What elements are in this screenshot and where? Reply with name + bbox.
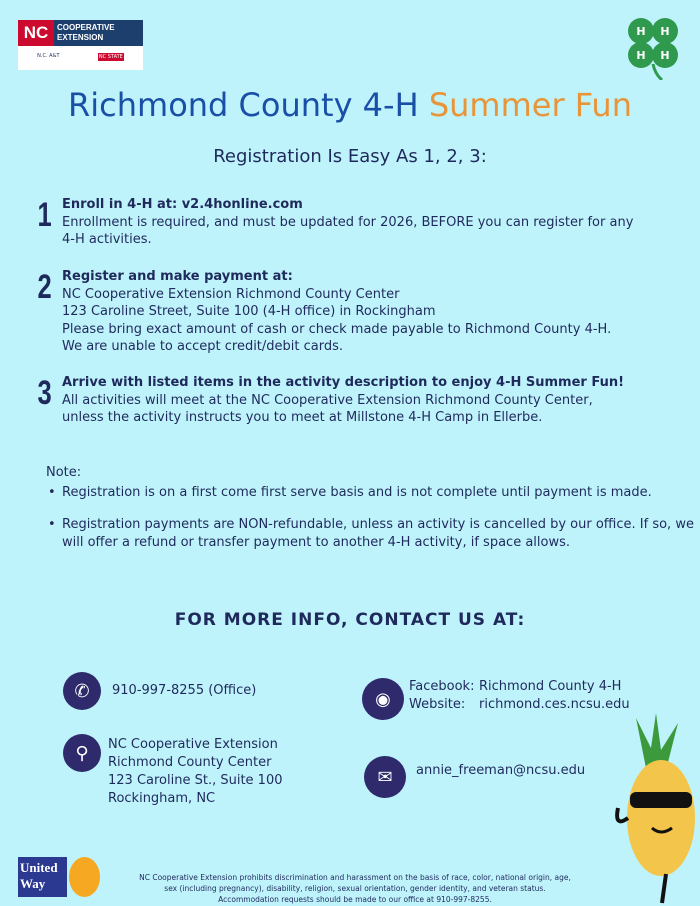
facebook-label: Facebook: bbox=[409, 679, 475, 694]
step-heading: Arrive with listed items in the activity description to enjoy 4-H Summer Fun! bbox=[62, 375, 625, 390]
contact-phone: 910-997-8255 (Office) bbox=[112, 683, 257, 698]
contact-address bbox=[108, 736, 282, 808]
facebook-link[interactable]: Richmond County 4-H bbox=[479, 679, 622, 694]
subtitle: Registration Is Easy As 1, 2, 3: bbox=[213, 146, 487, 167]
step-number: 3 bbox=[37, 374, 52, 412]
location-pin-icon: ⚲ bbox=[63, 734, 101, 772]
step-2 bbox=[34, 268, 611, 356]
united-way-text: United Way bbox=[18, 857, 67, 897]
title-part1: Richmond County 4-H bbox=[68, 86, 419, 124]
step-line: We are unable to accept credit/debit cards. bbox=[62, 339, 344, 354]
contact-web bbox=[409, 678, 630, 714]
user-icon: ◉ bbox=[362, 678, 404, 720]
step-heading: Enroll in 4-H at: v2.4honline.com bbox=[62, 197, 303, 212]
step-line: 123 Caroline Street, Suite 100 (4-H office) in Rockingham bbox=[62, 304, 436, 319]
svg-text:H: H bbox=[660, 49, 670, 62]
logo-nc: NC bbox=[18, 20, 54, 46]
logo-ncstate: NC STATE bbox=[98, 54, 123, 60]
step-number: 2 bbox=[37, 268, 52, 306]
pineapple-mascot-icon bbox=[606, 708, 700, 906]
step-line: All activities will meet at the NC Cooperative Extension Richmond County Center, bbox=[62, 392, 593, 408]
nc-cooperative-extension-logo bbox=[18, 20, 143, 70]
4h-clover-icon bbox=[622, 14, 684, 80]
step-line: 4-H activities. bbox=[62, 232, 152, 247]
step-line: Please bring exact amount of cash or check made payable to Richmond County 4-H. bbox=[62, 321, 612, 337]
step-number: 1 bbox=[37, 196, 52, 234]
svg-text:H: H bbox=[660, 25, 670, 38]
contact-heading: FOR MORE INFO, CONTACT US AT: bbox=[174, 610, 526, 630]
footer-line: Accommodation requests should be made to our office at 910-997-8255. bbox=[218, 895, 492, 904]
note-item: • Registration is on a first come first serve basis and is not complete until payment is made. bbox=[46, 484, 696, 502]
title-part2: Summer Fun bbox=[428, 86, 632, 124]
footer-line: sex (including pregnancy), disability, religion, sexual orientation, gender identity, and veteran status. bbox=[164, 884, 546, 893]
note-section bbox=[46, 464, 696, 552]
note-label: Note: bbox=[46, 465, 82, 480]
email-link[interactable]: annie_freeman@ncsu.edu bbox=[416, 763, 586, 778]
note-item: • Registration payments are NON-refundable, unless an activity is cancelled by our office. If so, we will offer a refund or transfer payment to another 4-H activity, if space allows. bbox=[46, 516, 696, 552]
address-line: 123 Caroline St., Suite 100 bbox=[108, 773, 283, 788]
step-line: unless the activity instructs you to meet at Millstone 4-H Camp in Ellerbe. bbox=[62, 410, 543, 425]
step-heading: Register and make payment at: bbox=[62, 269, 293, 284]
footer-line: NC Cooperative Extension prohibits discrimination and harassment on the basis of race, color, national origin, age, bbox=[139, 873, 571, 882]
address-line: Richmond County Center bbox=[108, 755, 272, 770]
step-line: NC Cooperative Extension Richmond County Center bbox=[62, 286, 400, 302]
address-line: NC Cooperative Extension bbox=[108, 737, 278, 752]
address-line: Rockingham, NC bbox=[108, 791, 216, 806]
website-link[interactable]: richmond.ces.ncsu.edu bbox=[479, 697, 630, 712]
united-way-logo bbox=[18, 857, 100, 897]
logo-extension: COOPERATIVE EXTENSION bbox=[54, 20, 143, 46]
step-3 bbox=[34, 374, 624, 427]
logo-ncat: N.C. A&T bbox=[37, 53, 60, 59]
svg-text:H: H bbox=[636, 49, 646, 62]
svg-text:H: H bbox=[636, 25, 646, 38]
phone-icon: ✆ bbox=[63, 672, 101, 710]
nondiscrimination-statement bbox=[120, 872, 590, 905]
step-line: Enrollment is required, and must be updated for 2026, BEFORE you can register for any bbox=[62, 214, 634, 230]
website-label: Website: bbox=[409, 697, 466, 712]
step-1 bbox=[34, 196, 633, 249]
page-title bbox=[0, 86, 700, 124]
email-icon: ✉ bbox=[364, 756, 406, 798]
